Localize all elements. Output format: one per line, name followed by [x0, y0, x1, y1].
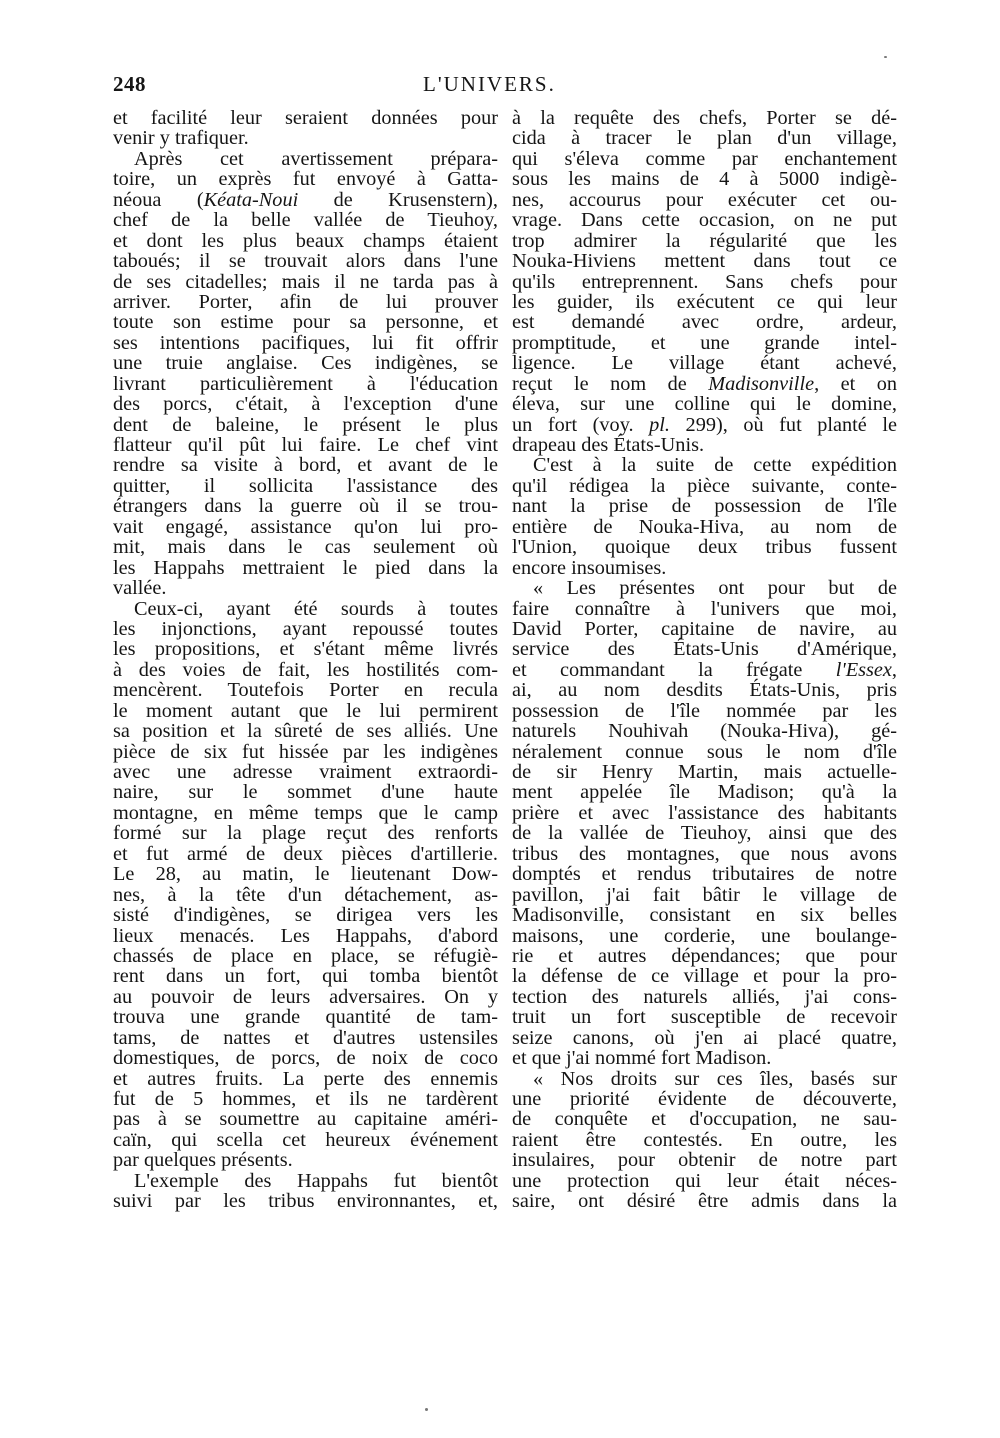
text-line: les guider, ils exécutent ce qui leur	[512, 290, 897, 313]
italic-text: l'Essex	[835, 658, 892, 681]
text-line: l'Union, quoique deux tribus fussent	[512, 536, 897, 559]
text-line: de la vallée de Tieuhoy, ainsi que des	[512, 822, 897, 845]
text-line: Le 28, au matin, le lieutenant Dow-	[113, 863, 498, 886]
text-line: les injonctions, ayant repoussé toutes	[113, 617, 498, 640]
italic-text: Kéata-Noui	[203, 188, 299, 211]
text-line: une truie anglaise. Ces indigènes, se	[113, 352, 498, 375]
text-line: raient être contestés. En outre, les	[512, 1128, 897, 1151]
text-line: Nouka-Hiviens mettent dans tout ce	[512, 250, 897, 273]
text-line: nes, accourus pour exécuter cet ou-	[512, 188, 897, 211]
page-header	[113, 72, 897, 98]
text-line: faire connaître à l'univers que moi,	[512, 597, 897, 620]
text-line: par quelques présents.	[113, 1149, 293, 1172]
text-line: flatteur qu'il pût lui faire. Le chef vint	[113, 434, 498, 456]
text-line: sous les mains de 4 à 5000 indigè-	[512, 168, 897, 191]
text-line: toire, un exprès fut envoyé à Gatta-	[113, 168, 498, 191]
text-line: « Nos droits sur ces îles, basés sur	[533, 1067, 897, 1090]
text-line: vrage. Dans cette occasion, on ne put	[512, 209, 897, 232]
text-line: mit, mais dans le cas seulement où	[113, 536, 498, 559]
text-line: sisté d'indigènes, se dirigea vers les	[113, 904, 498, 927]
text-line: taboués; il se trouvait alors dans l'une	[113, 250, 498, 273]
text-line: David Porter, capitaine de navire, au	[512, 617, 897, 640]
text-line: et autres fruits. La perte des ennemis	[113, 1067, 498, 1090]
right-column	[512, 108, 897, 1212]
text-line: les Happahs mettraient le pied dans la	[113, 556, 498, 579]
text-line: de conquête et d'occupation, ne sau-	[512, 1108, 897, 1131]
text-line: formé sur la plage reçut des renforts	[113, 822, 498, 845]
text-line: de ses citadelles; mais il ne tarda pas à	[113, 270, 498, 293]
text-line: arriver. Porter, afin de lui prouver	[113, 290, 498, 313]
text-segment: 299), où fut planté le	[670, 413, 897, 436]
text-line: service des États-Unis d'Amérique,	[512, 638, 897, 661]
text-line: et que j'ai nommé fort Madison.	[512, 1047, 772, 1070]
text-line: chassés de place en place, se réfugiè-	[113, 944, 498, 967]
text-line: vait engagé, assistance qu'on lui pro-	[113, 515, 498, 538]
text-line: rendre sa visite à bord, et avant de le	[113, 454, 498, 477]
text-line: naturels Nouhivah (Nouka-Hiva), gé-	[512, 720, 897, 743]
text-line: à des voies de fait, les hostilités com-	[113, 658, 498, 681]
text-line: pavillon, j'ai fait bâtir le village de	[512, 883, 897, 906]
text-line: à la requête des chefs, Porter se dé-	[512, 107, 897, 129]
text-line: L'exemple des Happahs fut bientôt	[134, 1169, 498, 1192]
text-line: sa position et la sûreté de ses alliés. Une	[113, 720, 498, 743]
text-line: venir y trafiquer.	[113, 127, 249, 150]
text-line: dent de baleine, le présent le plus	[113, 413, 498, 436]
text-line: tams, de nattes et d'autres ustensiles	[113, 1026, 498, 1049]
text-line: insulaires, pour obtenir de notre part	[512, 1149, 897, 1172]
text-segment: et commandant la frégate	[512, 658, 836, 681]
text-line: qui s'éleva comme par enchantement	[512, 147, 897, 170]
text-line: et dont les plus beaux champs étaient	[113, 229, 498, 252]
text-line: entière de Nouka-Hiva, au nom de	[512, 515, 897, 538]
text-line	[113, 190, 498, 210]
scan-speck	[425, 1408, 428, 1411]
text-line: qu'ils entreprennent. Sans chefs pour	[512, 270, 897, 293]
text-line: au pouvoir de leurs adversaires. On y	[113, 985, 498, 1008]
text-line: et fut armé de deux pièces d'artillerie.	[113, 842, 498, 865]
text-line: C'est à la suite de cette expédition	[533, 454, 897, 477]
text-line: toute son estime pour sa personne, et	[113, 311, 498, 334]
text-line: une protection qui leur était néces-	[512, 1169, 897, 1192]
text-line: quitter, il sollicita l'assistance des	[113, 474, 498, 497]
left-column	[113, 108, 498, 1212]
text-segment: de Krusenstern),	[298, 188, 498, 211]
text-segment: reçut le nom de	[512, 372, 709, 395]
text-line: avec une adresse vraiment extraordi-	[113, 761, 498, 783]
text-line: éleva, sur une colline qui le domine,	[512, 393, 897, 416]
text-line: ses intentions pacifiques, lui fit offrir	[113, 331, 498, 354]
text-line: et facilité leur seraient données pour	[113, 107, 498, 129]
text-line: tection des naturels alliés, j'ai cons-	[512, 985, 897, 1008]
text-segment: , et on	[814, 372, 897, 395]
text-line: ai, au nom desdits États-Unis, pris	[512, 679, 897, 702]
text-line: tribus des montagnes, que nous avons	[512, 842, 897, 865]
text-line: encore insoumises.	[512, 556, 667, 579]
text-line: trop admirer la régularité que les	[512, 229, 897, 252]
text-line: nant la prise de possession de l'île	[512, 495, 897, 518]
text-line: Après cet avertissement prépara-	[134, 147, 498, 170]
text-line: est demandé avec ordre, ardeur,	[512, 311, 897, 334]
text-segment: un fort (voy.	[512, 413, 650, 436]
text-line: des porcs, c'était, à l'exception d'une	[113, 393, 498, 416]
text-line: Madisonville, consistant en six belles	[512, 904, 897, 927]
text-line: la défense de ce village et pour la pro-	[512, 965, 897, 988]
text-line: prière et avec l'assistance des habitants	[512, 801, 897, 824]
page-number: 248	[113, 72, 146, 96]
text-line: ment appelée île Madison; qu'à la	[512, 781, 897, 804]
text-line	[512, 415, 897, 435]
text-line: Ceux-ci, ayant été sourds à toutes	[134, 597, 498, 620]
running-title: L'UNIVERS.	[423, 72, 556, 96]
text-line: trouva une grande quantité de tam-	[113, 1006, 498, 1029]
scan-speck	[884, 56, 887, 58]
text-line: les propositions, et s'étant même livrés	[113, 638, 498, 661]
text-line: maisons, une corderie, une boulange-	[512, 924, 897, 947]
italic-text: Madisonville	[708, 372, 815, 395]
text-line: seize canons, où j'en ai placé quatre,	[512, 1026, 897, 1049]
text-line	[512, 374, 897, 394]
text-line: étrangers dans la guerre où il se trou-	[113, 495, 498, 518]
text-line: néralement connue sous le nom d'île	[512, 740, 897, 763]
italic-text: pl.	[649, 413, 670, 436]
text-segment: néoua (	[113, 188, 204, 211]
text-line: fut de 5 hommes, et ils ne tardèrent	[113, 1088, 498, 1110]
text-line: rie et autres dépendances; que pour	[512, 944, 897, 967]
text-line: de sir Henry Martin, mais actuelle-	[512, 761, 897, 783]
text-line: domptés et rendus tributaires de notre	[512, 863, 897, 886]
text-line: caïn, qui scella cet heureux événement	[113, 1128, 498, 1151]
text-line: possession de l'île nommée par les	[512, 699, 897, 722]
text-line: naire, sur le sommet d'une haute	[113, 781, 498, 804]
text-line: nes, à la tête d'un détachement, as-	[113, 883, 498, 906]
text-line: truit un fort susceptible de recevoir	[512, 1006, 897, 1029]
text-line: mencèrent. Toutefois Porter en recula	[113, 679, 498, 702]
text-line: cida à tracer le plan d'un village,	[512, 127, 897, 150]
text-line: le moment autant que le lui permirent	[113, 699, 498, 722]
text-line: montagne, en même temps que le camp	[113, 801, 498, 824]
text-line: promptitude, et une grande intel-	[512, 331, 897, 354]
text-line: qu'il rédigea la pièce suivante, conte-	[512, 474, 897, 497]
text-line: « Les présentes ont pour but de	[533, 577, 897, 600]
text-line: drapeau des États-Unis.	[512, 434, 705, 456]
text-line: lieux menacés. Les Happahs, d'abord	[113, 924, 498, 947]
text-line: domestiques, de porcs, de noix de coco	[113, 1047, 498, 1070]
text-line: vallée.	[113, 577, 167, 600]
text-line: pas à se soumettre au capitaine améri-	[113, 1108, 498, 1131]
text-line: livrant particulièrement à l'éducation	[113, 372, 498, 395]
text-line	[512, 660, 897, 680]
text-line: ligence. Le village étant achevé,	[512, 352, 897, 375]
text-line: saire, ont désiré être admis dans la	[512, 1190, 897, 1213]
text-line: suivi par les tribus environnantes, et,	[113, 1190, 498, 1213]
text-segment: ,	[891, 658, 897, 681]
text-line: chef de la belle vallée de Tieuhoy,	[113, 209, 498, 232]
text-line: une priorité évidente de découverte,	[512, 1088, 897, 1110]
text-line: pièce de six fut hissée par les indigènes	[113, 740, 498, 763]
text-line: rent dans un fort, qui tomba bientôt	[113, 965, 498, 988]
